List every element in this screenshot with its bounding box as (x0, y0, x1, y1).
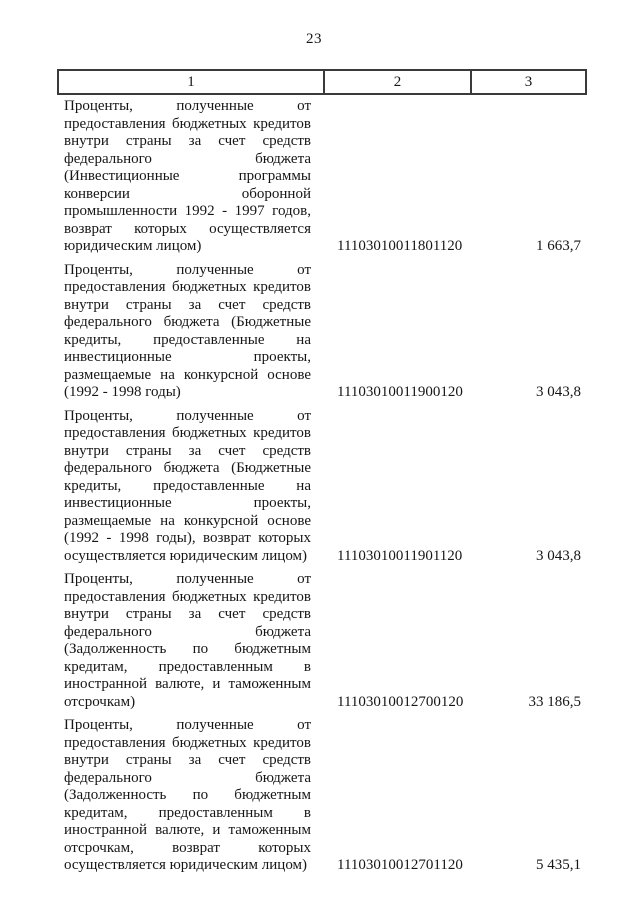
col-header-1: 1 (58, 70, 324, 94)
row-description: Проценты, полученные от предоставления бюджетных кредитов внутри страны за счет средств федерального бюджета (Инвестиционные программы конверсии оборонной промышленности 1992 - 1997 годов, возврат которых осуществляется юридическим лицом) (64, 98, 311, 254)
table-row (58, 711, 586, 875)
row-value: 3 043,8 (536, 384, 581, 400)
row-code: 11103010011901120 (337, 547, 463, 564)
budget-revenue-table (57, 69, 587, 875)
row-code: 11103010011801120 (337, 238, 463, 254)
table-row (58, 94, 586, 256)
row-code: 11103010011900120 (337, 384, 463, 400)
table-header-row (58, 70, 586, 94)
col-header-3: 3 (471, 70, 586, 94)
col-header-2: 2 (324, 70, 471, 94)
row-value: 3 043,8 (536, 547, 581, 564)
row-code: 11103010012700120 (337, 693, 464, 710)
row-value: 5 435,1 (536, 857, 581, 873)
row-description: Проценты, полученные от предоставления бюджетных кредитов внутри страны за счет средств федерального бюджета (Задолженность по бюджетным кредитам, предоставленным в иностранной валюте, и таможенным отсрочкам, возврат которых осуществляется юридическим лицом) (64, 717, 311, 873)
row-code: 11103010012701120 (337, 857, 463, 873)
table-row (58, 565, 586, 711)
row-value: 33 186,5 (528, 693, 581, 710)
table-row (58, 256, 586, 402)
row-description: Проценты, полученные от предоставления бюджетных кредитов внутри страны за счет средств федерального бюджета (Бюджетные кредиты, предоставленные на инвестиционные проекты, размещаемые на конкурсной основе (1992 - 1998 годы), возврат которых осуществляется юридическим лицом) (64, 407, 311, 564)
page-number: 23 (306, 31, 322, 47)
row-value: 1 663,7 (536, 238, 581, 254)
row-description: Проценты, полученные от предоставления бюджетных кредитов внутри страны за счет средств федерального бюджета (Бюджетные кредиты, предоставленные на инвестиционные проекты, размещаемые на конкурсной основе (1992 - 1998 годы) (64, 261, 311, 400)
row-description: Проценты, полученные от предоставления бюджетных кредитов внутри страны за счет средств федерального бюджета (Задолженность по бюджетным кредитам, предоставленным в иностранной валюте, и таможенным отсрочкам) (64, 571, 311, 710)
table-row (58, 402, 586, 566)
